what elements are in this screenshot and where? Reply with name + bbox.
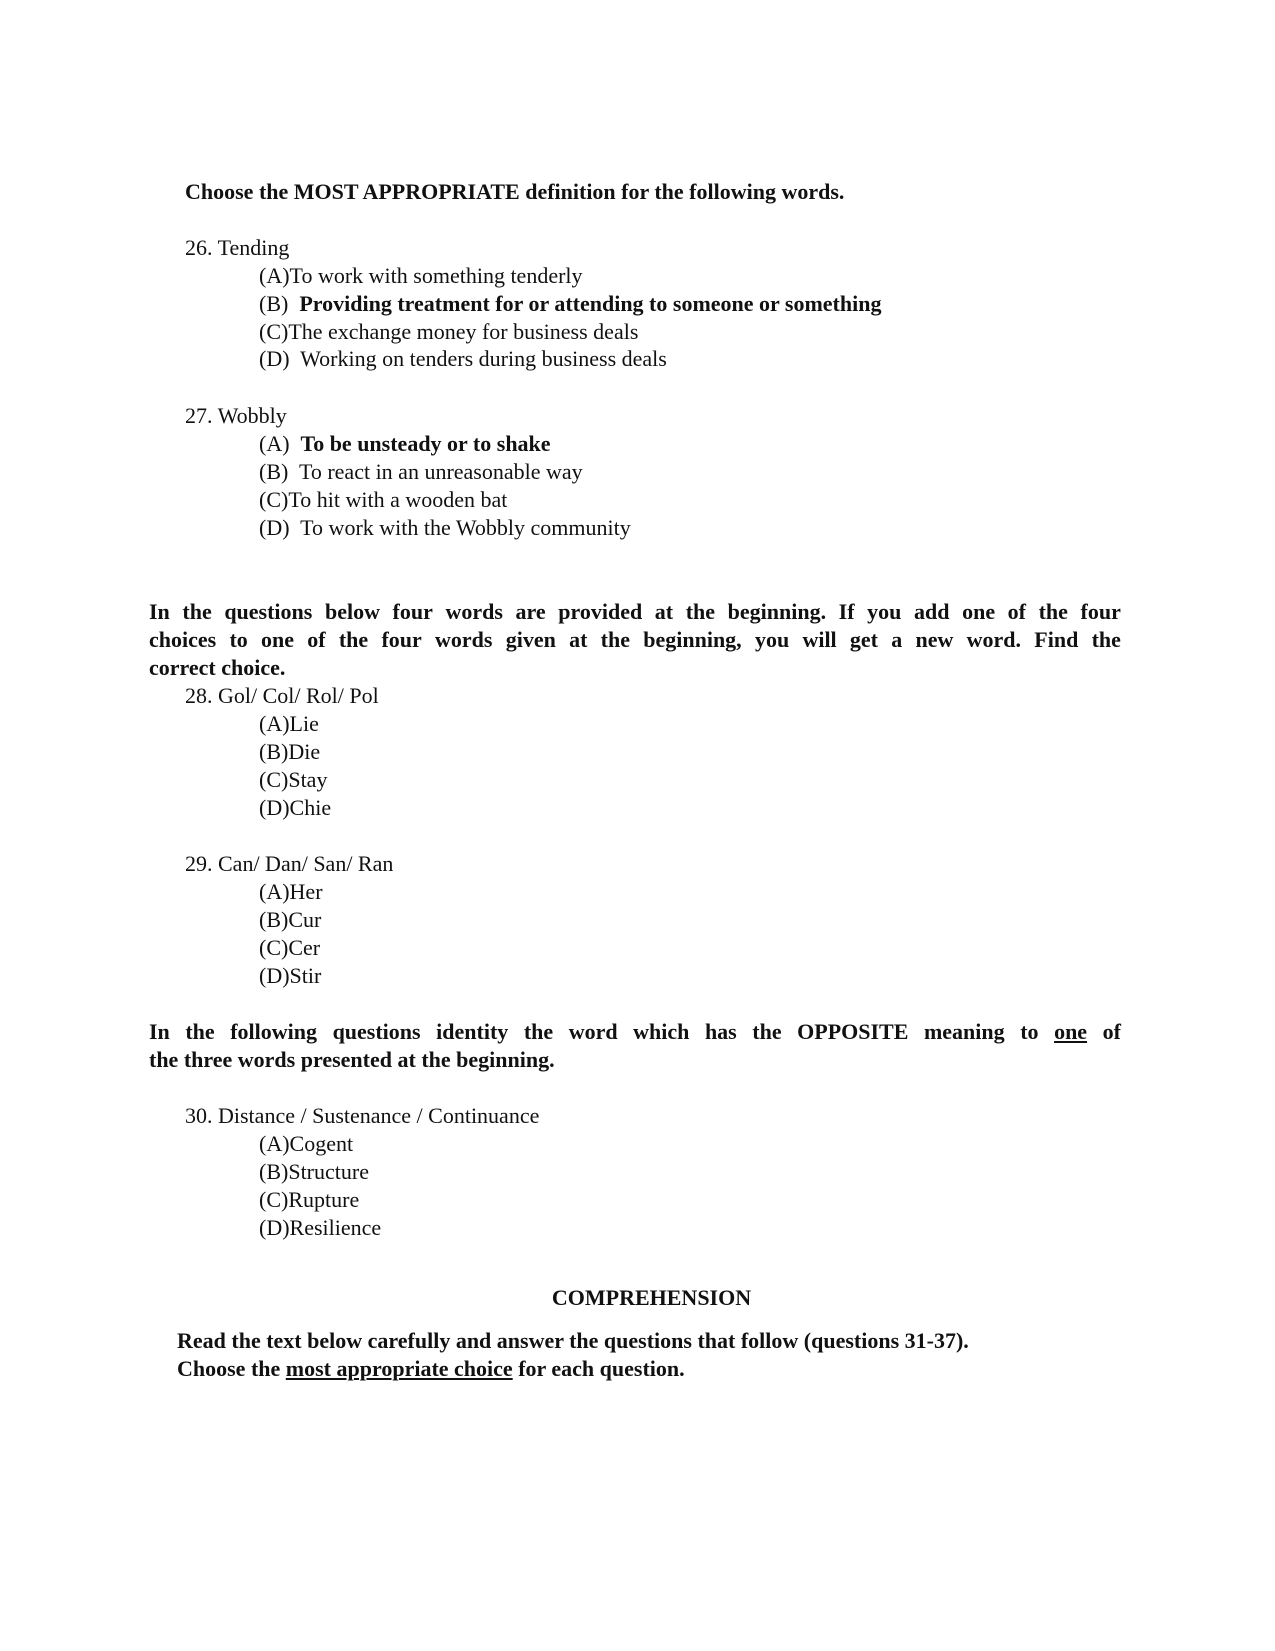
option-text: Her xyxy=(289,879,323,904)
comprehension-underlined-phrase: most appropriate choice xyxy=(285,1356,513,1381)
option-letter: (B) xyxy=(259,1159,289,1184)
option-letter: (A) xyxy=(259,1131,290,1156)
section2-instruction-line-2 xyxy=(149,626,1121,654)
justified-word: word xyxy=(568,1019,618,1044)
option-text: Rupture xyxy=(288,1187,360,1212)
question-30-option-d xyxy=(259,1214,381,1242)
justified-word: provided xyxy=(558,599,643,624)
question-29-option-d xyxy=(259,962,321,990)
justified-word: at xyxy=(569,627,588,652)
question-27-option-a xyxy=(259,430,551,458)
comprehension-instruction-line-2 xyxy=(177,1355,685,1383)
option-letter: (D) xyxy=(259,346,290,371)
section3-instruction-line-1-post: of xyxy=(1102,1019,1121,1044)
option-text: Cogent xyxy=(289,1131,354,1156)
option-letter: (C) xyxy=(259,1187,289,1212)
justified-word: at xyxy=(654,599,674,624)
option-letter: (B) xyxy=(259,907,289,932)
justified-word: one xyxy=(962,599,996,624)
justified-word: choices xyxy=(149,627,217,652)
justified-word: meaning xyxy=(923,1019,1005,1044)
question-26-option-d xyxy=(259,345,667,373)
option-letter: (A) xyxy=(259,711,290,736)
question-28-stem: 28. Gol/ Col/ Rol/ Pol xyxy=(185,683,379,708)
question-30-stem: 30. Distance / Sustenance / Continuance xyxy=(185,1103,540,1128)
option-text: Working on tenders during business deals xyxy=(300,346,667,371)
justified-word: the xyxy=(685,599,716,624)
justified-word: will xyxy=(802,627,837,652)
question-29-option-a xyxy=(259,878,323,906)
section3-instruction-line-2: the three words presented at the beginning. xyxy=(149,1047,555,1072)
justified-word: has xyxy=(704,1019,737,1044)
justified-word: you xyxy=(867,599,902,624)
justified-word: In xyxy=(149,599,170,624)
justified-word: the xyxy=(523,1019,554,1044)
option-letter: (D) xyxy=(259,1215,290,1240)
option-letter: (A) xyxy=(259,879,290,904)
justified-word: the xyxy=(1091,627,1121,652)
section2-instruction-line-1 xyxy=(149,598,1121,626)
question-28-option-d xyxy=(259,794,331,822)
option-text: Resilience xyxy=(289,1215,382,1240)
option-letter: (C) xyxy=(259,319,289,344)
question-27-option-d xyxy=(259,514,631,542)
justified-word: identity xyxy=(436,1019,509,1044)
option-text: Stir xyxy=(289,963,322,988)
section2-instruction-line-3: correct choice. xyxy=(149,655,286,680)
justified-word: are xyxy=(515,599,546,624)
justified-word: words xyxy=(435,627,493,652)
justified-word: the xyxy=(752,1019,782,1044)
section1-instruction: Choose the MOST APPROPRIATE definition for the following words. xyxy=(185,179,845,204)
justified-word: to xyxy=(1020,1019,1039,1044)
option-text: Lie xyxy=(289,711,319,736)
option-letter: (D) xyxy=(259,515,290,540)
justified-word: you xyxy=(754,627,790,652)
justified-word: Find xyxy=(1034,627,1079,652)
question-29-option-c xyxy=(259,934,320,962)
option-letter: (D) xyxy=(259,795,290,820)
option-letter: (D) xyxy=(259,963,290,988)
justified-word: If xyxy=(838,599,855,624)
question-29-option-b xyxy=(259,906,321,934)
option-letter: (A) xyxy=(259,431,290,456)
justified-word: get xyxy=(849,627,879,652)
justified-word: of xyxy=(1007,599,1026,624)
justified-word: In xyxy=(149,1019,170,1044)
option-text: Cur xyxy=(288,907,322,932)
question-27-stem: 27. Wobbly xyxy=(185,403,287,428)
option-text: Stay xyxy=(288,767,328,792)
question-27-option-b xyxy=(259,458,583,486)
option-text: Structure xyxy=(288,1159,369,1184)
justified-word: the xyxy=(600,627,630,652)
justified-word: new xyxy=(915,627,954,652)
question-26-option-c xyxy=(259,318,638,346)
comprehension-instruction-line-1: Read the text below carefully and answer the questions that follow (questions 31-37). xyxy=(177,1328,969,1353)
option-text: To react in an unreasonable way xyxy=(298,459,583,484)
option-text: To work with something tenderly xyxy=(289,263,583,288)
justified-word: beginning. xyxy=(727,599,827,624)
justified-word: four xyxy=(392,599,433,624)
comprehension-line-2-post: for each question. xyxy=(518,1356,685,1381)
justified-word: four xyxy=(381,627,422,652)
justified-word: beginning, xyxy=(643,627,742,652)
justified-word: OPPOSITE xyxy=(797,1019,909,1044)
section3-instruction-line-1 xyxy=(149,1018,1121,1046)
question-26-option-b xyxy=(259,290,881,318)
question-28-option-a xyxy=(259,710,319,738)
justified-word: the xyxy=(338,627,369,652)
option-letter: (C) xyxy=(259,767,289,792)
option-text: Chie xyxy=(289,795,332,820)
option-letter: (C) xyxy=(259,935,289,960)
question-28-option-c xyxy=(259,766,327,794)
justified-word: word. xyxy=(966,627,1022,652)
option-letter: (B) xyxy=(259,291,289,316)
justified-word: four xyxy=(1080,599,1121,624)
question-27-option-c xyxy=(259,486,507,514)
justified-word: of xyxy=(307,627,326,652)
justified-word: the xyxy=(182,599,212,624)
justified-word: one xyxy=(261,627,295,652)
option-text: To be unsteady or to shake xyxy=(300,431,551,456)
option-text: To work with the Wobbly community xyxy=(300,515,631,540)
question-30-option-b xyxy=(259,1158,369,1186)
justified-word: questions xyxy=(332,1019,421,1044)
justified-word: given xyxy=(505,627,556,652)
justified-word: words xyxy=(445,599,503,624)
question-30-option-c xyxy=(259,1186,359,1214)
question-26-stem: 26. Tending xyxy=(185,235,290,260)
justified-word: the xyxy=(1038,599,1068,624)
option-letter: (A) xyxy=(259,263,290,288)
justified-word: questions xyxy=(224,599,313,624)
option-text: Die xyxy=(288,739,321,764)
option-text: Providing treatment for or attending to someone or something xyxy=(299,291,882,316)
justified-word: below xyxy=(324,599,380,624)
option-text: To hit with a wooden bat xyxy=(288,487,508,512)
option-letter: (C) xyxy=(259,487,289,512)
question-26-option-a xyxy=(259,262,583,290)
justified-word: following xyxy=(230,1019,318,1044)
question-29-stem: 29. Can/ Dan/ San/ Ran xyxy=(185,851,394,876)
option-text: Cer xyxy=(288,935,321,960)
justified-word: the xyxy=(185,1019,215,1044)
justified-word: a xyxy=(891,627,903,652)
option-letter: (B) xyxy=(259,459,289,484)
question-30-option-a xyxy=(259,1130,353,1158)
option-text: The exchange money for business deals xyxy=(288,319,639,344)
question-28-option-b xyxy=(259,738,320,766)
comprehension-line-2-pre: Choose the xyxy=(177,1356,281,1381)
justified-word: which xyxy=(633,1019,690,1044)
section3-instruction-underlined-word: one xyxy=(1054,1019,1088,1044)
option-letter: (B) xyxy=(259,739,289,764)
justified-word: to xyxy=(229,627,248,652)
comprehension-heading: COMPREHENSION xyxy=(551,1285,752,1310)
justified-word: add xyxy=(914,599,950,624)
